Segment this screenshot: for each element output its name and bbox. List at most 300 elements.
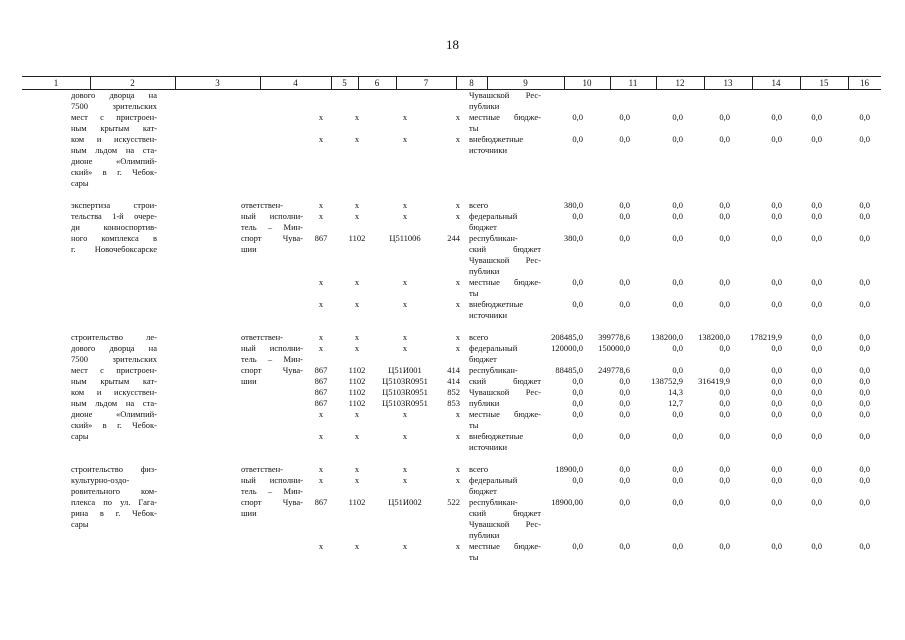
cell-col-9: местные бюдже- [469,277,541,287]
cell-col-5: x [318,299,324,309]
cell-col-11: 0,0 [619,233,630,243]
cell-col-11: 249778,6 [598,365,630,375]
cell-col-7: x [402,332,408,342]
cell-col-9: федеральный [469,343,518,353]
cell-col-2: мест с пристроен- [71,365,157,375]
cell-col-11: 0,0 [619,431,630,441]
cell-col-15: 0,0 [811,409,822,419]
cell-col-5: x [318,332,324,342]
cell-col-9: публики [469,530,500,540]
cell-col-2: дового дворца на [71,343,157,353]
cell-col-5: x [318,211,324,221]
cell-col-16: 0,0 [859,233,870,243]
cell-col-13: 0,0 [719,365,730,375]
cell-col-2: ком и искусствен- [71,387,157,397]
cell-col-9: ский бюджет [469,244,541,254]
cell-col-10: 0,0 [572,211,583,221]
cell-col-6: x [354,112,360,122]
cell-col-16: 0,0 [859,277,870,287]
table-row [0,200,905,211]
cell-col-2: тельства 1-й очере- [71,211,157,221]
cell-col-13: 0,0 [719,464,730,474]
table-row [0,530,905,541]
cell-col-13: 0,0 [719,134,730,144]
cell-col-9: Чувашской Рес- [469,90,541,100]
cell-col-8: x [455,200,460,210]
cell-col-4: ный исполни- [241,343,303,353]
cell-col-11: 0,0 [619,464,630,474]
cell-col-7: x [402,134,408,144]
cell-col-6: x [354,431,360,441]
cell-col-4: спорт Чува- [241,233,303,243]
table-row [0,145,905,156]
cell-col-5: x [318,134,324,144]
table-row [0,508,905,519]
cell-col-16: 0,0 [859,343,870,353]
cell-col-9: всего [469,464,489,474]
cell-col-15: 0,0 [811,299,822,309]
table-row [0,332,905,343]
cell-col-4: шии [241,244,257,254]
cell-col-8: x [455,211,460,221]
cell-col-2: ным крытым кат- [71,376,157,386]
cell-col-7: Ц51И002 [388,497,422,507]
cell-col-11: 0,0 [619,112,630,122]
table-row [0,552,905,563]
cell-col-6: x [354,200,360,210]
cell-col-14: 0,0 [771,365,782,375]
cell-col-10: 88485,0 [555,365,583,375]
header-cell-8: 8 [469,78,474,88]
cell-col-16: 0,0 [859,409,870,419]
cell-col-10: 0,0 [572,409,583,419]
cell-col-2: сары [71,431,89,441]
table-row [0,189,905,200]
cell-col-12: 12,7 [668,398,683,408]
cell-col-16: 0,0 [859,398,870,408]
cell-col-14: 0,0 [771,541,782,551]
cell-col-9: республикан- [469,365,518,375]
cell-col-12: 0,0 [672,134,683,144]
header-cell-14: 14 [771,78,781,88]
cell-col-9: ты [469,552,479,562]
cell-col-5: x [318,541,324,551]
cell-col-11: 0,0 [619,277,630,287]
table-row [0,156,905,167]
cell-col-9: федеральный [469,211,518,221]
cell-col-7: x [402,277,408,287]
cell-col-7: x [402,200,408,210]
cell-col-9: внебюджетные [469,299,524,309]
cell-col-9: бюджет [469,486,497,496]
cell-col-14: 0,0 [771,398,782,408]
cell-col-6: x [354,211,360,221]
cell-col-2: 7500 зрительских [71,101,157,111]
cell-col-4: шии [241,376,257,386]
cell-col-2: ным льдом на ста- [71,145,157,155]
cell-col-7: Ц51И001 [388,365,422,375]
cell-col-9: ты [469,123,479,133]
cell-col-8: x [455,431,460,441]
cell-col-6: x [354,541,360,551]
cell-col-4: ответствен- [241,200,284,210]
cell-col-2: дионе «Олимпий- [71,409,157,419]
cell-col-2: ский» в г. Чебок- [71,167,157,177]
cell-col-4: тель – Мин- [241,354,303,364]
header-cell-15: 15 [819,78,829,88]
cell-col-15: 0,0 [811,332,822,342]
cell-col-9: источники [469,442,508,452]
header-cell-11: 11 [628,78,638,88]
cell-col-4: ный исполни- [241,475,303,485]
cell-col-9: всего [469,200,489,210]
cell-col-2: экспертиза строи- [71,200,157,210]
cell-col-2: строительство ле- [71,332,157,342]
cell-col-13: 0,0 [719,387,730,397]
cell-col-9: местные бюдже- [469,541,541,551]
cell-col-14: 0,0 [771,376,782,386]
cell-col-2: культурно-оздо- [71,475,130,485]
cell-col-2: г. Новочебоксарске [71,244,157,254]
cell-col-11: 0,0 [619,398,630,408]
cell-col-2: ди конноспортив- [71,222,157,232]
cell-col-16: 0,0 [859,200,870,210]
cell-col-6: x [354,277,360,287]
cell-col-11: 150000,0 [598,343,630,353]
cell-col-5: 867 [314,365,328,375]
cell-col-16: 0,0 [859,134,870,144]
table-row [0,387,905,398]
cell-col-16: 0,0 [859,376,870,386]
cell-col-2: мест с пристроен- [71,112,157,122]
table-row [0,541,905,552]
cell-col-16: 0,0 [859,211,870,221]
cell-col-10: 0,0 [572,475,583,485]
table-row [0,354,905,365]
cell-col-15: 0,0 [811,464,822,474]
cell-col-15: 0,0 [811,277,822,287]
cell-col-12: 0,0 [672,200,683,210]
cell-col-2: ного комплекса в [71,233,157,243]
cell-col-16: 0,0 [859,365,870,375]
cell-col-7: x [402,112,408,122]
header-cell-13: 13 [723,78,733,88]
cell-col-2: плекса по ул. Гага- [71,497,157,507]
table-row [0,233,905,244]
cell-col-12: 0,0 [672,277,683,287]
cell-col-8: x [455,277,460,287]
table-row [0,134,905,145]
cell-col-2: ным льдом на ста- [71,398,157,408]
cell-col-9: республикан- [469,497,518,507]
table-row [0,277,905,288]
cell-col-9: всего [469,332,489,342]
cell-col-7: Ц5103R0951 [382,376,428,386]
cell-col-12: 0,0 [672,431,683,441]
cell-col-7: x [402,299,408,309]
cell-col-13: 0,0 [719,233,730,243]
cell-col-6: 1102 [348,376,366,386]
table-row [0,343,905,354]
cell-col-11: 399778,6 [598,332,630,342]
cell-col-7: x [402,464,408,474]
cell-col-14: 0,0 [771,387,782,397]
cell-col-4: ответствен- [241,332,284,342]
cell-col-7: x [402,541,408,551]
cell-col-9: Чувашской Рес- [469,519,541,529]
cell-col-13: 0,0 [719,299,730,309]
page-number: 18 [446,37,459,52]
table-row [0,486,905,497]
table-row [0,431,905,442]
table-row [0,266,905,277]
cell-col-11: 0,0 [619,211,630,221]
cell-col-15: 0,0 [811,211,822,221]
table-row [0,123,905,134]
cell-col-6: x [354,409,360,419]
cell-col-12: 0,0 [672,112,683,122]
cell-col-8: 522 [447,497,460,507]
cell-col-15: 0,0 [811,475,822,485]
cell-col-14: 0,0 [771,464,782,474]
cell-col-16: 0,0 [859,112,870,122]
table-row [0,101,905,112]
cell-col-5: x [318,277,324,287]
cell-col-5: 867 [314,233,328,243]
cell-col-14: 178219,9 [750,332,782,342]
cell-col-2: ский» в г. Чебок- [71,420,157,430]
cell-col-16: 0,0 [859,299,870,309]
cell-col-2: дового дворца на [71,90,157,100]
table-row [0,288,905,299]
cell-col-14: 0,0 [771,233,782,243]
cell-col-2: ровительного ком- [71,486,157,496]
cell-col-10: 0,0 [572,299,583,309]
cell-col-2: ным крытым кат- [71,123,157,133]
cell-col-7: Ц511006 [389,233,421,243]
header-cell-5: 5 [342,78,347,88]
cell-col-6: x [354,134,360,144]
cell-col-12: 0,0 [672,409,683,419]
header-cell-3: 3 [215,78,220,88]
cell-col-5: x [318,343,324,353]
cell-col-8: 414 [447,365,460,375]
table-row [0,222,905,233]
cell-col-5: 867 [314,398,328,408]
cell-col-10: 380,0 [563,200,583,210]
cell-col-9: ский бюджет [469,376,541,386]
cell-col-9: источники [469,310,508,320]
table-row [0,244,905,255]
cell-col-11: 0,0 [619,475,630,485]
cell-col-15: 0,0 [811,497,822,507]
cell-col-10: 0,0 [572,134,583,144]
cell-col-14: 0,0 [771,277,782,287]
cell-col-7: x [402,409,408,419]
cell-col-5: x [318,431,324,441]
cell-col-8: x [455,332,460,342]
cell-col-10: 0,0 [572,431,583,441]
cell-col-15: 0,0 [811,376,822,386]
cell-col-14: 0,0 [771,497,782,507]
cell-col-7: x [402,431,408,441]
cell-col-2: ком и искусствен- [71,134,157,144]
cell-col-9: бюджет [469,354,497,364]
cell-col-14: 0,0 [771,343,782,353]
cell-col-8: 414 [447,376,460,386]
cell-col-6: x [354,343,360,353]
cell-col-15: 0,0 [811,387,822,397]
cell-col-7: x [402,211,408,221]
table-row [0,453,905,464]
header-cell-4: 4 [293,78,298,88]
cell-col-5: 867 [314,387,328,397]
cell-col-9: источники [469,145,508,155]
cell-col-10: 0,0 [572,541,583,551]
cell-col-4: тель – Мин- [241,486,303,496]
header-cell-10: 10 [582,78,592,88]
cell-col-12: 138752,9 [651,376,683,386]
cell-col-12: 0,0 [672,299,683,309]
cell-col-9: Чувашской Рес- [469,387,541,397]
table-row [0,211,905,222]
table-row [0,409,905,420]
cell-col-10: 380,0 [563,233,583,243]
cell-col-15: 0,0 [811,343,822,353]
cell-col-14: 0,0 [771,211,782,221]
table-row [0,497,905,508]
cell-col-8: x [455,464,460,474]
header-cell-6: 6 [374,78,380,88]
cell-col-2: рина в г. Чебок- [71,508,157,518]
cell-col-9: публики [469,101,500,111]
cell-col-9: ты [469,420,479,430]
cell-col-10: 120000,0 [551,343,583,353]
cell-col-13: 0,0 [719,211,730,221]
cell-col-5: x [318,464,324,474]
cell-col-2: строительство физ- [71,464,157,474]
cell-col-9: внебюджетные [469,134,524,144]
cell-col-11: 0,0 [619,376,630,386]
cell-col-8: x [455,112,460,122]
cell-col-6: x [354,475,360,485]
cell-col-14: 0,0 [771,299,782,309]
cell-col-11: 0,0 [619,134,630,144]
cell-col-14: 0,0 [771,134,782,144]
cell-col-15: 0,0 [811,431,822,441]
cell-col-11: 0,0 [619,299,630,309]
table-row [0,321,905,332]
cell-col-7: x [402,343,408,353]
header-cell-9: 9 [523,78,528,88]
header-cell-16: 16 [860,78,869,88]
table-row [0,178,905,189]
cell-col-11: 0,0 [619,541,630,551]
cell-col-13: 316419,9 [698,376,730,386]
cell-col-13: 0,0 [719,398,730,408]
cell-col-13: 0,0 [719,475,730,485]
cell-col-8: 852 [447,387,460,397]
cell-col-13: 0,0 [719,277,730,287]
cell-col-10: 0,0 [572,277,583,287]
cell-col-15: 0,0 [811,112,822,122]
cell-col-16: 0,0 [859,497,870,507]
table-row [0,464,905,475]
cell-col-12: 0,0 [672,233,683,243]
cell-col-13: 0,0 [719,541,730,551]
cell-col-8: 853 [447,398,460,408]
cell-col-6: 1102 [348,497,366,507]
table-row [0,519,905,530]
cell-col-2: сары [71,519,89,529]
cell-col-4: шии [241,508,257,518]
cell-col-9: федеральный [469,475,518,485]
cell-col-9: Чувашской Рес- [469,255,541,265]
cell-col-6: 1102 [348,398,366,408]
cell-col-5: 867 [314,497,328,507]
cell-col-16: 0,0 [859,387,870,397]
cell-col-6: x [354,464,360,474]
cell-col-9: бюджет [469,222,497,232]
cell-col-2: сары [71,178,89,188]
cell-col-11: 0,0 [619,200,630,210]
cell-col-10: 208485,0 [551,332,583,342]
header-cell-7: 7 [423,78,429,88]
cell-col-8: x [455,299,460,309]
cell-col-8: x [455,541,460,551]
cell-col-8: x [455,343,460,353]
cell-col-10: 18900,00 [551,497,583,507]
cell-col-15: 0,0 [811,200,822,210]
cell-col-12: 0,0 [672,475,683,485]
cell-col-11: 0,0 [619,497,630,507]
table-row [0,442,905,453]
cell-col-13: 0,0 [719,497,730,507]
table-row [0,420,905,431]
cell-col-13: 0,0 [719,409,730,419]
table-row [0,167,905,178]
cell-col-5: x [318,409,324,419]
cell-col-10: 0,0 [572,387,583,397]
cell-col-12: 0,0 [672,365,683,375]
table-row [0,475,905,486]
cell-col-12: 0,0 [672,497,683,507]
cell-col-14: 0,0 [771,409,782,419]
cell-col-4: спорт Чува- [241,365,303,375]
cell-col-15: 0,0 [811,365,822,375]
cell-col-13: 138200,0 [698,332,730,342]
cell-col-8: x [455,409,460,419]
cell-col-9: публики [469,398,500,408]
cell-col-14: 0,0 [771,200,782,210]
cell-col-12: 138200,0 [651,332,683,342]
cell-col-13: 0,0 [719,200,730,210]
cell-col-15: 0,0 [811,233,822,243]
cell-col-10: 18900,0 [555,464,583,474]
header-cell-12: 12 [675,78,685,88]
cell-col-7: Ц5103R0951 [382,387,428,397]
cell-col-11: 0,0 [619,409,630,419]
cell-col-10: 0,0 [572,112,583,122]
cell-col-6: x [354,332,360,342]
cell-col-15: 0,0 [811,541,822,551]
cell-col-4: ный исполни- [241,211,303,221]
cell-col-9: публики [469,266,500,276]
table-row [0,310,905,321]
cell-col-9: внебюджетные [469,431,524,441]
cell-col-6: 1102 [348,233,366,243]
table-row [0,365,905,376]
